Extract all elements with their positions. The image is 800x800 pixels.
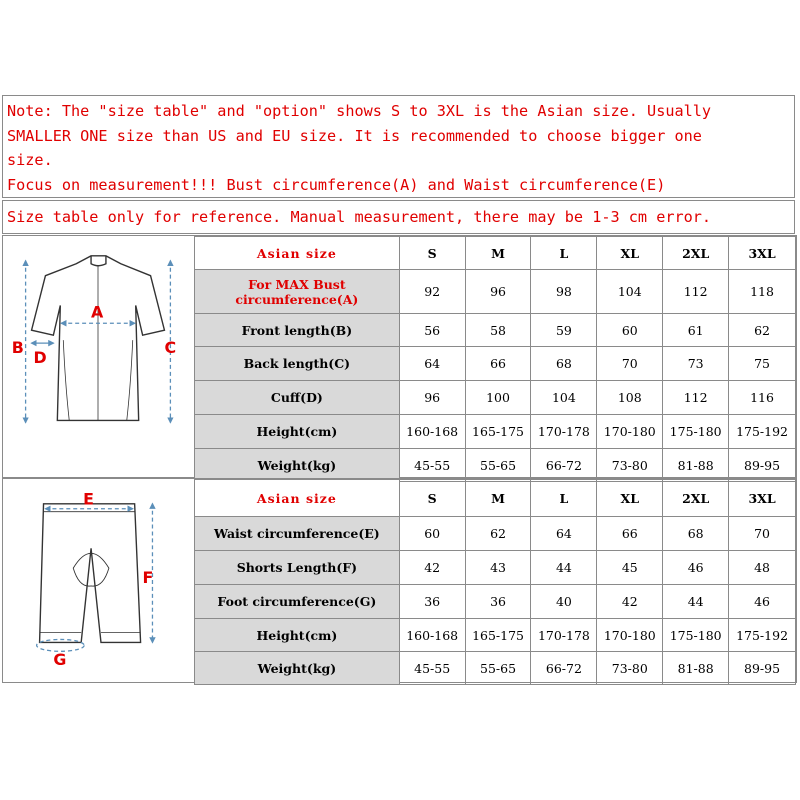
table-cell: 55-65 <box>465 652 531 685</box>
size-header: XL <box>597 480 663 517</box>
table-cell: 68 <box>663 517 729 551</box>
table-cell: 60 <box>399 517 465 551</box>
table-cell: 70 <box>729 517 796 551</box>
table-row <box>195 449 796 482</box>
table-cell: 45-55 <box>399 652 465 685</box>
table-cell: 92 <box>399 270 465 314</box>
table-cell: 62 <box>729 314 796 347</box>
table-cell: 59 <box>531 314 597 347</box>
row-label: Weight(kg) <box>195 652 400 685</box>
marker-d: D <box>33 347 47 367</box>
note-line-2: SMALLER ONE size than US and EU size. It is recommended to choose bigger one <box>7 126 702 145</box>
table-cell: 58 <box>465 314 531 347</box>
size-note <box>2 95 795 198</box>
jersey-size-table <box>194 236 796 482</box>
table-cell: 55-65 <box>465 449 531 482</box>
table-cell: 89-95 <box>729 652 796 685</box>
row-label: Waist circumference(E) <box>195 517 400 551</box>
table-cell: 73-80 <box>597 652 663 685</box>
table-cell: 175-180 <box>663 415 729 449</box>
table-cell: 66 <box>597 517 663 551</box>
table-cell: 104 <box>531 381 597 415</box>
table-cell: 81-88 <box>663 652 729 685</box>
table-cell: 46 <box>663 551 729 585</box>
table-cell: 96 <box>399 381 465 415</box>
size-header: L <box>531 237 597 270</box>
row-label: Back length(C) <box>195 347 400 381</box>
table-cell: 56 <box>399 314 465 347</box>
table-row <box>195 619 796 652</box>
table-header-row <box>195 480 796 517</box>
table-cell: 36 <box>465 585 531 619</box>
size-header: 2XL <box>663 237 729 270</box>
size-header: M <box>465 480 531 517</box>
note-line-3: size. <box>7 151 53 169</box>
table-row <box>195 551 796 585</box>
table-cell: 165-175 <box>465 619 531 652</box>
table-cell: 73 <box>663 347 729 381</box>
table-cell: 61 <box>663 314 729 347</box>
table-row <box>195 415 796 449</box>
shorts-illustration <box>3 479 193 682</box>
table-cell: 42 <box>399 551 465 585</box>
table-cell: 40 <box>531 585 597 619</box>
table-cell: 44 <box>663 585 729 619</box>
table-cell: 165-175 <box>465 415 531 449</box>
marker-f: F <box>142 567 154 587</box>
table-row <box>195 381 796 415</box>
size-header: S <box>399 480 465 517</box>
table-cell: 45 <box>597 551 663 585</box>
row-label: Shorts Length(F) <box>195 551 400 585</box>
size-header: L <box>531 480 597 517</box>
table-cell: 75 <box>729 347 796 381</box>
table-cell: 100 <box>465 381 531 415</box>
reference-note: Size table only for reference. Manual measurement, there may be 1-3 cm error. <box>2 200 795 234</box>
table-cell: 118 <box>729 270 796 314</box>
table-row <box>195 270 796 314</box>
table-cell: 112 <box>663 270 729 314</box>
header-label: Asian size <box>195 237 400 270</box>
table-row <box>195 347 796 381</box>
size-header: M <box>465 237 531 270</box>
table-cell: 112 <box>663 381 729 415</box>
table-cell: 45-55 <box>399 449 465 482</box>
table-cell: 66-72 <box>531 449 597 482</box>
table-cell: 48 <box>729 551 796 585</box>
size-header: 2XL <box>663 480 729 517</box>
table-cell: 170-180 <box>597 415 663 449</box>
jersey-icon <box>32 256 165 421</box>
table-cell: 36 <box>399 585 465 619</box>
table-cell: 44 <box>531 551 597 585</box>
table-cell: 170-178 <box>531 415 597 449</box>
table-cell: 66 <box>465 347 531 381</box>
size-header: 3XL <box>729 480 796 517</box>
table-row <box>195 652 796 685</box>
table-cell: 43 <box>465 551 531 585</box>
table-cell: 175-180 <box>663 619 729 652</box>
row-label: Height(cm) <box>195 619 400 652</box>
shorts-section <box>2 478 797 683</box>
table-cell: 81-88 <box>663 449 729 482</box>
table-cell: 160-168 <box>399 619 465 652</box>
row-label: Height(cm) <box>195 415 400 449</box>
table-cell: 64 <box>399 347 465 381</box>
table-row <box>195 314 796 347</box>
table-cell: 89-95 <box>729 449 796 482</box>
table-cell: 108 <box>597 381 663 415</box>
table-cell: 104 <box>597 270 663 314</box>
table-row <box>195 517 796 551</box>
jersey-section <box>2 235 797 478</box>
row-label: Cuff(D) <box>195 381 400 415</box>
size-header: XL <box>597 237 663 270</box>
table-header-row <box>195 237 796 270</box>
table-cell: 68 <box>531 347 597 381</box>
table-cell: 170-180 <box>597 619 663 652</box>
table-cell: 60 <box>597 314 663 347</box>
table-cell: 98 <box>531 270 597 314</box>
row-label: For MAX Bust circumference(A) <box>195 270 400 314</box>
size-header: 3XL <box>729 237 796 270</box>
row-label: Front length(B) <box>195 314 400 347</box>
marker-b: B <box>11 338 24 358</box>
shorts-icon <box>40 504 141 643</box>
table-cell: 70 <box>597 347 663 381</box>
row-label: Foot circumference(G) <box>195 585 400 619</box>
marker-c: C <box>164 338 177 358</box>
marker-e: E <box>83 489 94 509</box>
table-cell: 62 <box>465 517 531 551</box>
shorts-size-table <box>194 479 796 685</box>
table-cell: 96 <box>465 270 531 314</box>
table-cell: 73-80 <box>597 449 663 482</box>
jersey-illustration <box>3 236 193 477</box>
marker-g: G <box>53 650 67 670</box>
table-cell: 170-178 <box>531 619 597 652</box>
table-cell: 42 <box>597 585 663 619</box>
table-cell: 116 <box>729 381 796 415</box>
note-line-1: Note: The "size table" and "option" shows S to 3XL is the Asian size. Usually <box>7 102 712 120</box>
table-row <box>195 585 796 619</box>
header-label: Asian size <box>195 480 400 517</box>
table-cell: 64 <box>531 517 597 551</box>
table-cell: 160-168 <box>399 415 465 449</box>
table-cell: 66-72 <box>531 652 597 685</box>
size-header: S <box>399 237 465 270</box>
row-label: Weight(kg) <box>195 449 400 482</box>
note-line-4: Focus on measurement!!! Bust circumference(A) and Waist circumference(E) <box>7 175 666 194</box>
table-cell: 175-192 <box>729 619 796 652</box>
table-cell: 175-192 <box>729 415 796 449</box>
marker-a: A <box>91 302 104 322</box>
table-cell: 46 <box>729 585 796 619</box>
